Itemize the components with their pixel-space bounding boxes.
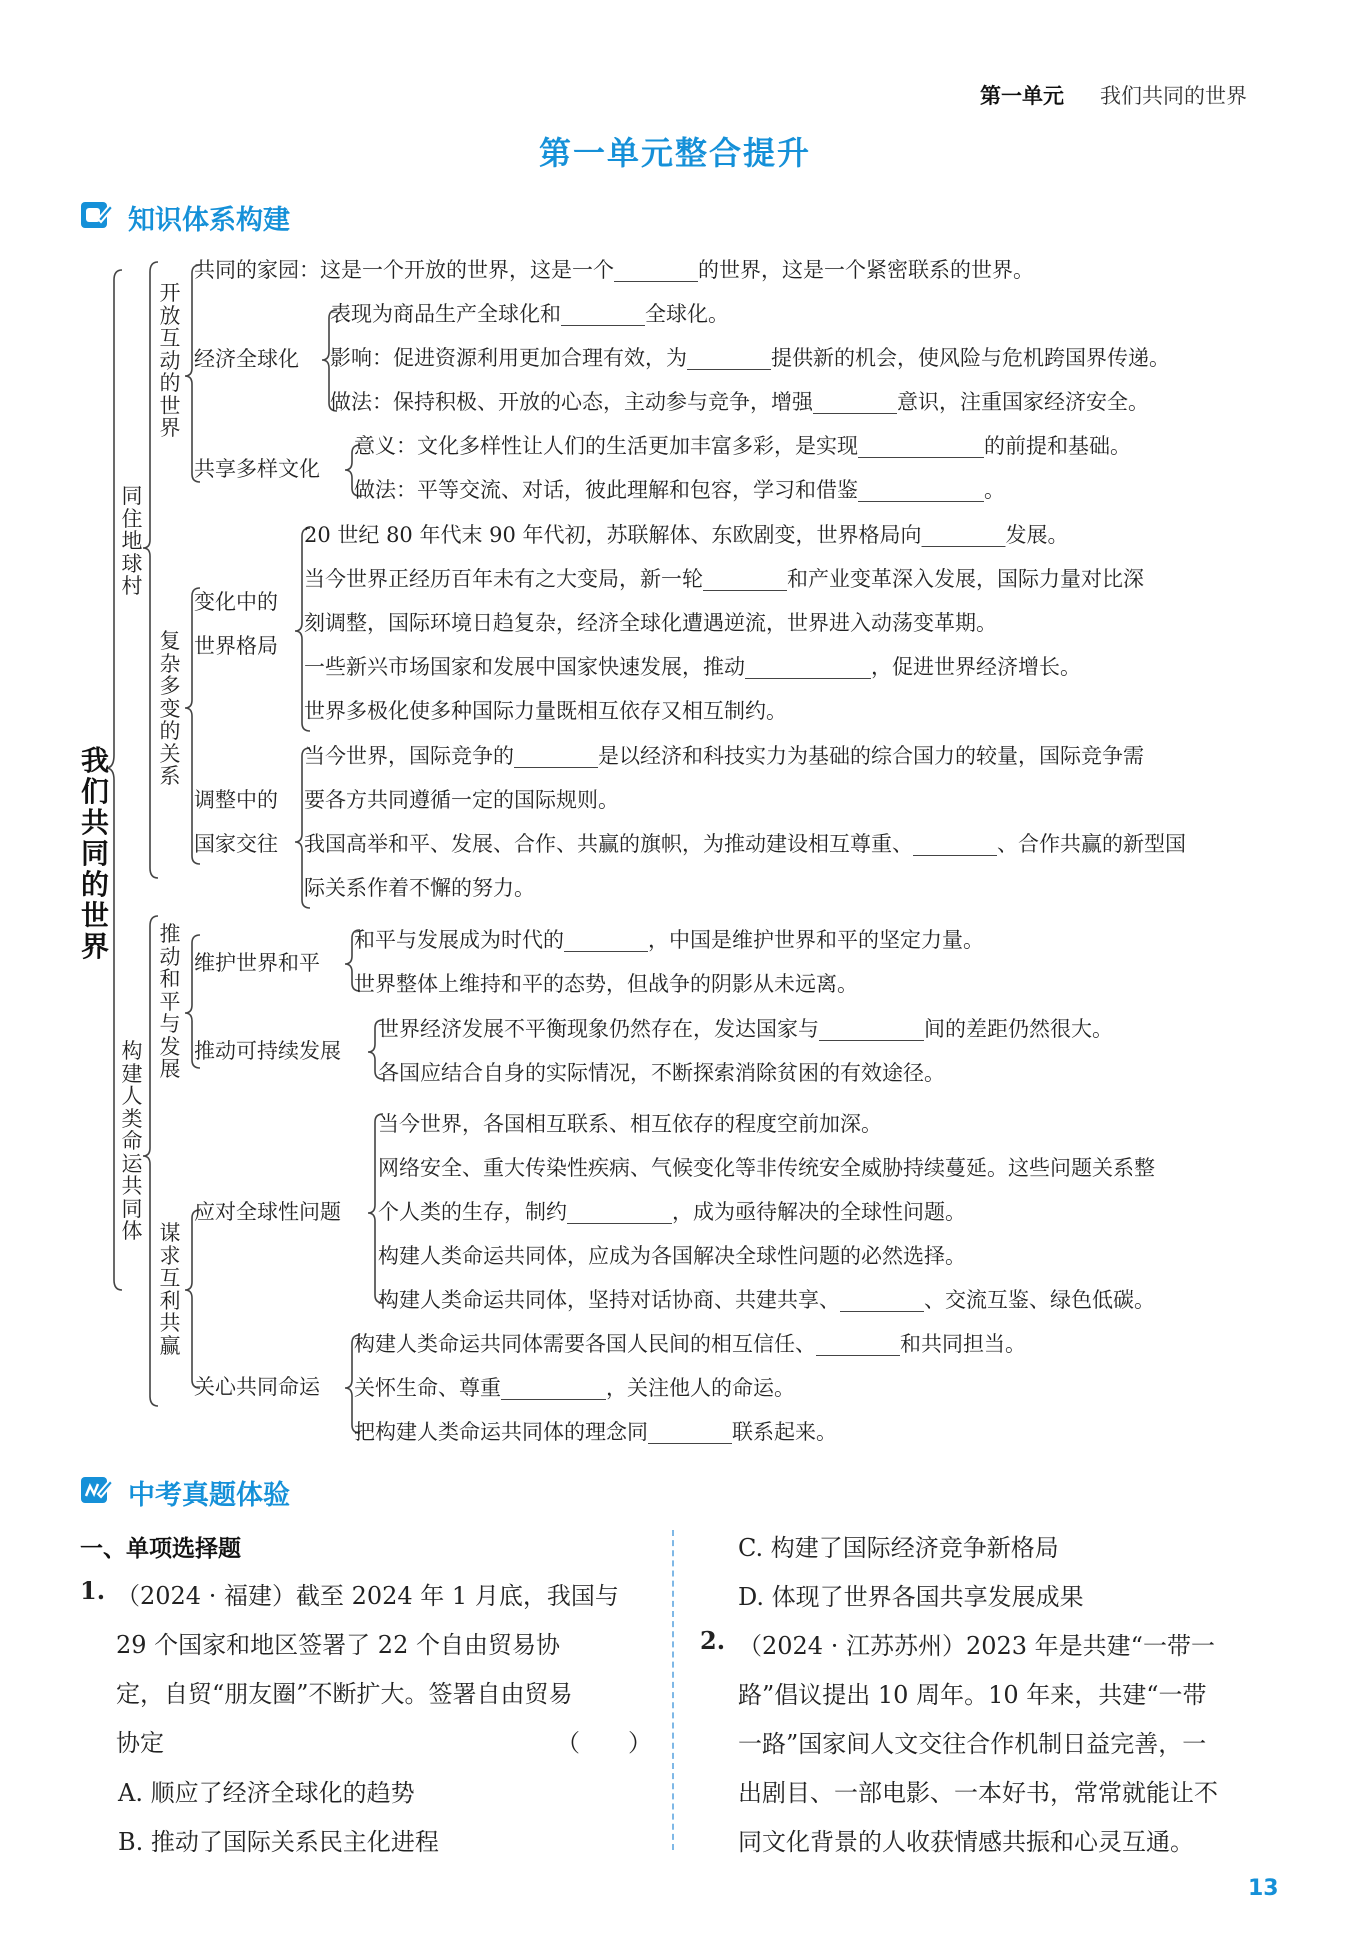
tree-line: 构建人类命运共同体，坚持对话协商、共建共享、________、交流互鉴、绿色低碳。	[378, 1288, 1155, 1312]
section-exam-title: 中考真题体验	[128, 1480, 290, 1511]
question-2-line: 同文化背景的人收获情感共振和心灵互通。	[738, 1828, 1194, 1856]
tree-l3-label: 经济全球化	[194, 347, 299, 371]
question-1-line: 协定	[116, 1729, 164, 1757]
tree-line: 表现为商品生产全球化和________全球化。	[330, 302, 729, 326]
question-section-heading: 一、单项选择题	[80, 1536, 241, 1562]
page-title: 第一单元整合提升	[538, 134, 811, 172]
header-unit: 第一单元	[980, 84, 1064, 108]
tree-l1-label-1: 同住地球村	[121, 484, 143, 598]
option-c[interactable]: C. 构建了国际经济竞争新格局	[738, 1534, 1059, 1562]
tree-line: 网络安全、重大传染性疾病、气候变化等非传统安全威胁持续蔓延。这些问题关系整	[378, 1156, 1155, 1180]
section-knowledge-title: 知识体系构建	[128, 205, 290, 236]
tree-l3-label: 世界格局	[194, 634, 278, 658]
tree-l2-label-1: 开放互动的世界	[159, 281, 181, 440]
tree-l3-label: 维护世界和平	[194, 951, 320, 975]
tree-l3-label: 国家交往	[194, 832, 278, 856]
tree-l3-label: 应对全球性问题	[194, 1200, 341, 1224]
tree-line: 刻调整，国际环境日趋复杂，经济全球化遭遇逆流，世界进入动荡变革期。	[304, 611, 997, 635]
question-2-line: （2024 · 江苏苏州）2023 年是共建“一带一	[738, 1632, 1215, 1660]
question-2-number: 2.	[700, 1626, 726, 1655]
option-a[interactable]: A. 顺应了经济全球化的趋势	[118, 1779, 415, 1807]
tree-line: 20 世纪 80 年代末 90 年代初，苏联解体、东欧剧变，世界格局向________发展。	[304, 523, 1069, 547]
tree-line: 际关系作着不懈的努力。	[304, 876, 535, 900]
tree-line: 要各方共同遵循一定的国际规则。	[304, 788, 619, 812]
tree-line: 把构建人类命运共同体的理念同________联系起来。	[354, 1420, 837, 1444]
tree-line: 构建人类命运共同体，应成为各国解决全球性问题的必然选择。	[378, 1244, 966, 1268]
tree-line: 个人类的生存，制约__________，成为亟待解决的全球性问题。	[378, 1200, 966, 1224]
answer-paren[interactable]: （ ）	[556, 1729, 652, 1757]
question-2-line: 一路”国家间人文交往合作机制日益完善，一	[738, 1730, 1207, 1758]
tree-line: 一些新兴市场国家和发展中国家快速发展，推动____________，促进世界经济增长。	[304, 655, 1081, 679]
tree-line: 当今世界正经历百年未有之大变局，新一轮________和产业变革深入发展，国际力量对比深	[304, 567, 1144, 591]
tree-line: 做法：保持积极、开放的心态，主动参与竞争，增强________意识，注重国家经济安全。	[330, 390, 1149, 414]
tree-line: 世界多极化使多种国际力量既相互依存又相互制约。	[304, 699, 787, 723]
tree-l3-label: 变化中的	[194, 590, 278, 614]
tree-l3-label: 调整中的	[194, 788, 278, 812]
option-b[interactable]: B. 推动了国际关系民主化进程	[118, 1828, 439, 1856]
tree-l3-label: 推动可持续发展	[194, 1039, 341, 1063]
question-1-line: （2024 · 福建）截至 2024 年 1 月底，我国与	[116, 1582, 619, 1610]
option-d[interactable]: D. 体现了世界各国共享发展成果	[738, 1583, 1084, 1611]
tree-line: 关怀生命、尊重__________，关注他人的命运。	[354, 1376, 795, 1400]
tree-root-label: 我们共同的世界	[80, 744, 109, 963]
tree-l2-label-4: 谋求互利共赢	[159, 1221, 181, 1358]
tree-l1-label-2: 构建人类命运共同体	[121, 1039, 143, 1243]
tree-line: 当今世界，各国相互联系、相互依存的程度空前加深。	[378, 1112, 882, 1136]
tree-line: 构建人类命运共同体需要各国人民间的相互信任、________和共同担当。	[354, 1332, 1026, 1356]
header-unit-name: 我们共同的世界	[1100, 84, 1247, 108]
tree-line: 世界整体上维持和平的态势，但战争的阴影从未远离。	[354, 972, 858, 996]
tree-line: 和平与发展成为时代的________，中国是维护世界和平的坚定力量。	[354, 928, 984, 952]
tree-l3-label: 共享多样文化	[194, 457, 320, 481]
tree-line: 我国高举和平、发展、合作、共赢的旗帜，为推动建设相互尊重、________、合作共赢的新型国	[304, 832, 1186, 856]
tree-line: 当今世界，国际竞争的________是以经济和科技实力为基础的综合国力的较量，国际竞争需	[304, 744, 1144, 768]
question-1-line: 定，自贸“朋友圈”不断扩大。签署自由贸易	[116, 1680, 573, 1708]
tree-l2-label-2: 复杂多变的关系	[159, 629, 181, 788]
tree-line: 影响：促进资源利用更加合理有效，为________提供新的机会，使风险与危机跨国界传递。	[330, 346, 1170, 370]
exam-icon	[80, 1474, 114, 1506]
question-1-line: 29 个国家和地区签署了 22 个自由贸易协	[116, 1631, 560, 1659]
question-2-line: 出剧目、一部电影、一本好书，常常就能让不	[738, 1779, 1218, 1807]
question-1-number: 1.	[80, 1576, 106, 1605]
question-2-line: 路”倡议提出 10 周年。10 年来，共建“一带	[738, 1681, 1207, 1709]
column-divider	[672, 1530, 674, 1850]
tree-line: 意义：文化多样性让人们的生活更加丰富多彩，是实现____________的前提和基础。	[354, 434, 1131, 458]
tree-line: 共同的家园：这是一个开放的世界，这是一个________的世界，这是一个紧密联系的世界。	[194, 258, 1034, 282]
page-number: 13	[1248, 1876, 1279, 1901]
tree-line: 做法：平等交流、对话，彼此理解和包容，学习和借鉴____________。	[354, 478, 1005, 502]
tree-line: 世界经济发展不平衡现象仍然存在，发达国家与__________间的差距仍然很大。	[378, 1017, 1113, 1041]
tree-line: 各国应结合自身的实际情况，不断探索消除贫困的有效途径。	[378, 1061, 945, 1085]
tree-l2-label-3: 推动和平与发展	[159, 922, 181, 1081]
tree-l3-label: 关心共同命运	[194, 1375, 320, 1399]
